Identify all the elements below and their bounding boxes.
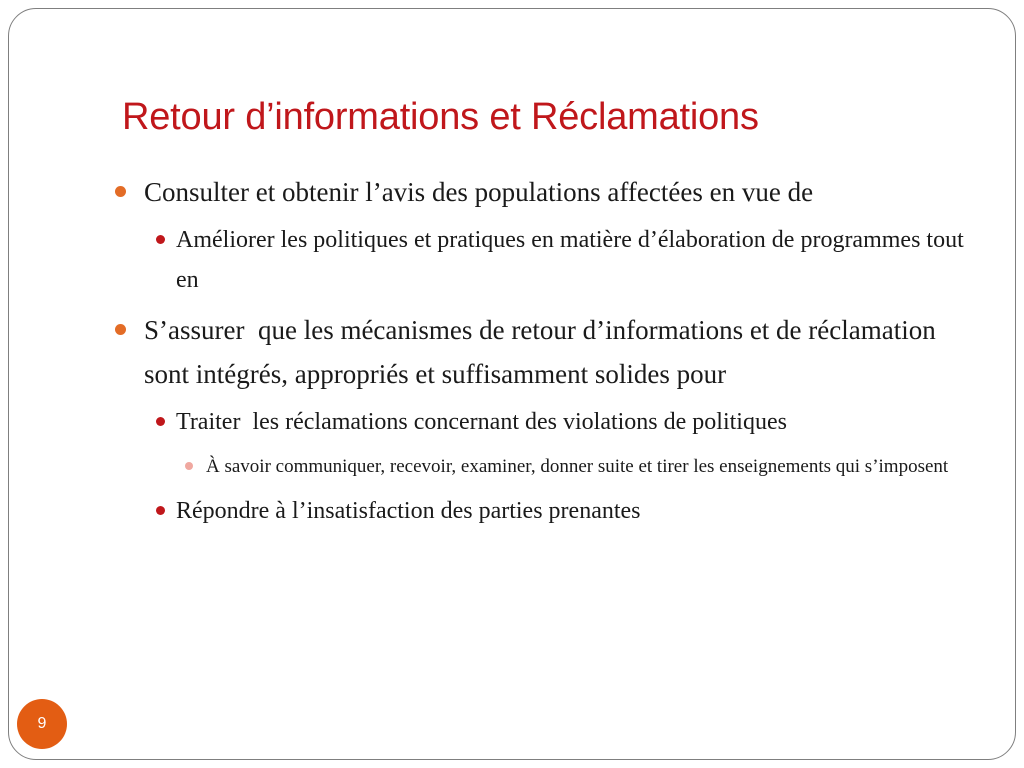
- bullet-item-level2: [112, 402, 972, 442]
- bullet-text: Traiter les réclamations concernant des violations de politiques: [176, 409, 787, 435]
- bullet-text: S’assurer que les mécanismes de retour d’informations et de réclamation sont intégrés, appropriés et suffisamment solides pour: [144, 315, 943, 389]
- slide-body: [112, 170, 972, 539]
- bullet-dot-icon: [115, 186, 126, 197]
- bullet-dot-icon: [185, 462, 193, 470]
- bullet-text: Consulter et obtenir l’avis des populations affectées en vue de: [144, 177, 814, 207]
- bullet-dot-icon: [156, 417, 165, 426]
- bullet-dot-icon: [156, 235, 165, 244]
- bullet-text: Améliorer les politiques et pratiques en matière d’élaboration de programmes tout en: [176, 227, 964, 293]
- bullet-dot-icon: [115, 324, 126, 335]
- slide-title: Retour d’informations et Réclamations: [122, 96, 759, 138]
- bullet-item-level1: [112, 170, 972, 214]
- page-number-badge: 9: [17, 699, 67, 749]
- bullet-item-level3: [112, 450, 972, 483]
- bullet-item-level1: [112, 308, 972, 396]
- bullet-item-level2: [112, 220, 972, 300]
- bullet-dot-icon: [156, 506, 165, 515]
- bullet-item-level2: [112, 491, 972, 531]
- bullet-text: Répondre à l’insatisfaction des parties prenantes: [176, 498, 641, 524]
- bullet-text: À savoir communiquer, recevoir, examiner, donner suite et tirer les enseignements qui s’imposent: [206, 456, 949, 477]
